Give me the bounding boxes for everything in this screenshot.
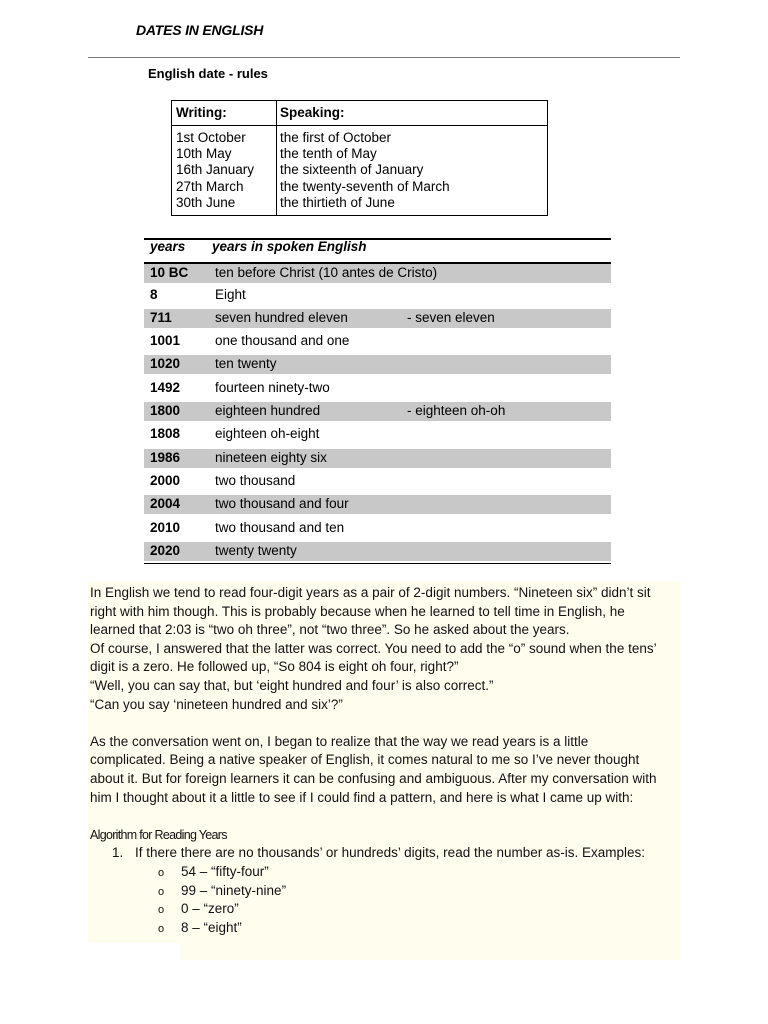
speaking-cell: the sixteenth of January xyxy=(280,162,424,178)
year-cell: 1986 xyxy=(150,450,181,465)
writing-header: Writing: xyxy=(176,105,227,120)
speaking-cell: the first of October xyxy=(280,130,392,145)
bullet-icon: o xyxy=(158,885,165,898)
writing-cell: 27th March xyxy=(176,178,244,194)
year-cell: 2020 xyxy=(150,543,181,558)
example-text: 99 – “ninety-nine” xyxy=(181,882,287,898)
paragraph-line: “Well, you can say that, but ‘eight hundred and four’ is also correct.” xyxy=(90,677,494,693)
table-row xyxy=(144,379,611,398)
table-row xyxy=(144,495,611,514)
table-row xyxy=(144,332,611,351)
spoken-cell: one thousand and one xyxy=(215,333,350,348)
spoken-cell: Eight xyxy=(215,287,246,302)
column-divider xyxy=(276,101,277,215)
spoken-cell: seven hundred eleven xyxy=(215,310,348,325)
table-row xyxy=(144,425,611,444)
year-cell: 1020 xyxy=(150,356,181,371)
years-header: years xyxy=(150,239,186,254)
paragraph-line: right with him though. This is probably because when he learned to tell time in English, he xyxy=(90,603,625,619)
paragraph-line: digit is a zero. He followed up, “So 804 is eight oh four, right?” xyxy=(90,659,459,675)
table-row xyxy=(144,355,611,374)
example-text: 0 – “zero” xyxy=(181,901,239,917)
speaking-cell: the twenty-seventh of March xyxy=(280,178,450,194)
title-divider xyxy=(88,57,680,58)
table-row xyxy=(144,472,611,491)
paragraph-line: learned that 2:03 is “two oh three”, not “two three”. So he asked about the years. xyxy=(90,622,570,638)
year-cell: 1001 xyxy=(150,333,181,348)
writing-cell: 30th June xyxy=(176,194,236,210)
spoken-cell: two thousand and four xyxy=(215,496,349,511)
list-item-text: If there there are no thousands’ or hundreds’ digits, read the number as-is. Examples: xyxy=(135,845,646,861)
table-row xyxy=(144,264,611,283)
paragraph-line: Of course, I answered that the latter was correct. You need to add the “o” sound when the tens’ xyxy=(90,640,657,656)
table-row xyxy=(144,449,611,468)
writing-cell: 1st October xyxy=(176,130,246,145)
year-cell: 711 xyxy=(150,310,172,325)
writing-cell: 10th May xyxy=(176,146,232,162)
spoken-cell: eighteen hundred xyxy=(215,403,321,418)
year-cell: 2004 xyxy=(150,496,181,511)
algorithm-heading: Algorithm for Reading Years xyxy=(90,827,227,842)
year-cell: 1808 xyxy=(150,426,181,441)
spoken-cell: fourteen ninety-two xyxy=(215,380,330,395)
writing-cell: 16th January xyxy=(176,162,255,178)
table-row xyxy=(144,286,611,305)
spoken-cell: nineteen eighty six xyxy=(215,450,327,465)
alternative-reading: - seven eleven xyxy=(407,310,495,325)
header-divider xyxy=(172,125,547,126)
table-row xyxy=(144,402,611,421)
example-item xyxy=(90,900,680,919)
paragraph-line: about it. But for foreign learners it can be confusing and ambiguous. After my conversation with xyxy=(90,770,657,786)
spoken-cell: ten before Christ (10 antes de Cristo) xyxy=(215,265,438,280)
prose-background-tail xyxy=(180,943,680,960)
paragraph-gap xyxy=(90,807,680,826)
speaking-cell: the thirtieth of June xyxy=(280,194,395,210)
bullet-icon: o xyxy=(158,866,165,879)
spoken-cell: two thousand xyxy=(215,473,296,488)
bullet-icon: o xyxy=(158,922,165,935)
table-bottom-rule xyxy=(144,563,611,564)
example-text: 8 – “eight” xyxy=(181,919,242,935)
table-row xyxy=(144,519,611,538)
example-item xyxy=(90,882,680,901)
year-cell: 1800 xyxy=(150,403,181,418)
paragraph-line: complicated. Being a native speaker of English, it comes natural to me so I’ve never thought xyxy=(90,752,640,768)
bullet-icon: o xyxy=(158,904,165,917)
example-text: 54 – “fifty-four” xyxy=(181,863,269,879)
paragraph-gap xyxy=(90,714,680,733)
alternative-reading: - eighteen oh-oh xyxy=(407,403,506,418)
year-cell: 1492 xyxy=(150,380,181,395)
spoken-cell: two thousand and ten xyxy=(215,520,345,535)
paragraph-line: him I thought about it a little to see if I could find a pattern, and here is what I came up with: xyxy=(90,789,634,805)
year-cell: 2010 xyxy=(150,520,181,535)
example-item xyxy=(90,863,680,882)
year-cell: 8 xyxy=(150,287,158,302)
list-item xyxy=(90,844,680,863)
table-row xyxy=(144,309,611,328)
paragraph-line: As the conversation went on, I began to realize that the way we read years is a little xyxy=(90,733,589,749)
spoken-cell: twenty twenty xyxy=(215,543,297,558)
section-heading: English date - rules xyxy=(148,66,268,81)
date-rules-table xyxy=(171,100,548,216)
paragraph-line: “Can you say ‘nineteen hundred and six’?” xyxy=(90,696,343,712)
year-cell: 2000 xyxy=(150,473,181,488)
paragraph-line: In English we tend to read four-digit years as a pair of 2-digit numbers. “Nineteen six” didn’t sit xyxy=(90,585,651,600)
example-item xyxy=(90,919,680,938)
page-title: DATES IN ENGLISH xyxy=(136,22,264,38)
list-number: 1. xyxy=(112,845,124,861)
year-cell: 10 BC xyxy=(150,265,189,280)
speaking-cell: the tenth of May xyxy=(280,146,377,162)
article-text xyxy=(90,584,680,937)
table-row xyxy=(144,542,611,561)
spoken-cell: ten twenty xyxy=(215,356,277,371)
spoken-header: years in spoken English xyxy=(212,239,367,254)
speaking-header: Speaking: xyxy=(280,105,345,120)
spoken-cell: eighteen oh-eight xyxy=(215,426,320,441)
